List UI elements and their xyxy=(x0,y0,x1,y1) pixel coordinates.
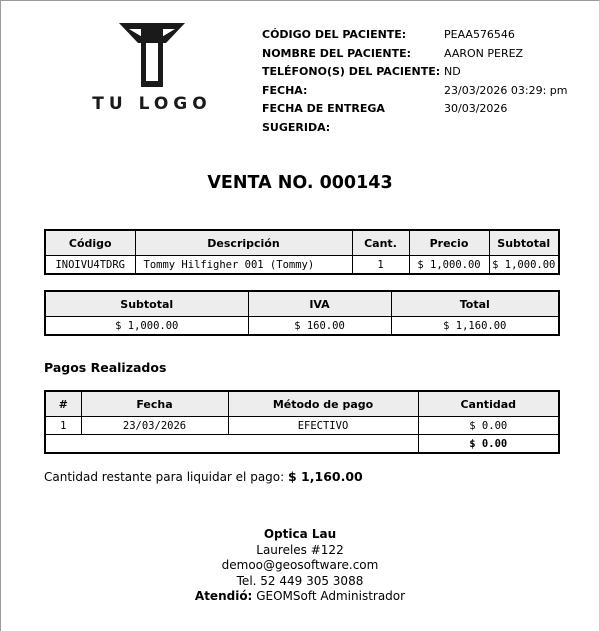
logo-text: TU LOGO xyxy=(92,94,212,114)
patient-code-value: PEAA576546 xyxy=(444,28,515,41)
business-phone: Tel. 52 449 305 3088 xyxy=(236,573,364,588)
footer xyxy=(1,527,599,605)
patient-phone-value: ND xyxy=(444,65,461,79)
payments-total-row xyxy=(45,435,559,454)
delivery-date-label: FECHA DE ENTREGA SUGERIDA: xyxy=(262,102,385,134)
balance-label: Cantidad restante para liquidar el pago: xyxy=(44,470,285,484)
payments-header-row xyxy=(45,391,559,417)
payments-header-num: # xyxy=(45,391,81,417)
items-header-row xyxy=(45,230,559,256)
payments-header-fecha: Fecha xyxy=(81,391,228,417)
totals-header-iva: IVA xyxy=(248,291,391,317)
patient-phone-label: TELÉFONO(S) DEL PACIENTE: xyxy=(262,65,441,79)
payments-total-amount: $ 0.00 xyxy=(418,435,559,454)
patient-info xyxy=(262,26,568,138)
delivery-date-value: 30/03/2026 xyxy=(444,102,508,116)
totals-header-total: Total xyxy=(391,291,559,317)
item-qty: 1 xyxy=(352,256,409,275)
balance-line xyxy=(44,469,363,484)
business-email: demoo@geosoftware.com xyxy=(221,558,379,573)
item-description: Tommy Hilfigher 001 (Tommy) xyxy=(135,256,352,275)
totals-header-row xyxy=(45,291,559,317)
items-header-descripcion: Descripción xyxy=(135,230,352,256)
payment-amount: $ 0.00 xyxy=(418,417,559,435)
payment-num: 1 xyxy=(45,417,81,435)
totals-subtotal: $ 1,000.00 xyxy=(45,317,248,336)
totals-total: $ 1,160.00 xyxy=(391,317,559,336)
patient-name-label: NOMBRE DEL PACIENTE: xyxy=(262,46,412,60)
items-header-precio: Precio xyxy=(409,230,489,256)
items-header-cant: Cant. xyxy=(352,230,409,256)
payments-header-metodo: Método de pago xyxy=(228,391,418,417)
items-header-subtotal: Subtotal xyxy=(489,230,559,256)
business-address: Laureles #122 xyxy=(256,542,344,557)
payments-total-spacer xyxy=(45,435,418,454)
items-row xyxy=(45,256,559,275)
date-value: 23/03/2026 03:29: pm xyxy=(444,83,568,97)
totals-iva: $ 160.00 xyxy=(248,317,391,336)
payment-row xyxy=(45,417,559,435)
balance-amount: $ 1,160.00 xyxy=(288,469,363,484)
logo xyxy=(85,23,219,114)
item-code: INOIVU4TDRG xyxy=(45,256,135,275)
attended-label: Atendió: xyxy=(194,589,253,604)
payments-section-title: Pagos Realizados xyxy=(44,360,167,375)
item-subtotal: $ 1,000.00 xyxy=(489,256,559,275)
payment-date: 23/03/2026 xyxy=(81,417,228,435)
logo-mark xyxy=(119,23,185,87)
attended-by: GEOMSoft Administrador xyxy=(256,589,406,604)
items-table xyxy=(44,229,560,275)
item-price: $ 1,000.00 xyxy=(409,256,489,275)
attended-line xyxy=(1,589,599,605)
sale-title: VENTA NO. 000143 xyxy=(207,173,393,193)
totals-row xyxy=(45,317,559,336)
payments-header-cantidad: Cantidad xyxy=(418,391,559,417)
items-header-codigo: Código xyxy=(45,230,135,256)
business-name: Optica Lau xyxy=(263,527,337,541)
patient-code-label: CÓDIGO DEL PACIENTE: xyxy=(262,28,407,41)
payments-table xyxy=(44,390,560,454)
payment-method: EFECTIVO xyxy=(228,417,418,435)
date-label: FECHA: xyxy=(262,83,308,97)
totals-table xyxy=(44,290,560,336)
totals-header-subtotal: Subtotal xyxy=(45,291,248,317)
patient-name-value: AARON PEREZ xyxy=(444,46,524,60)
